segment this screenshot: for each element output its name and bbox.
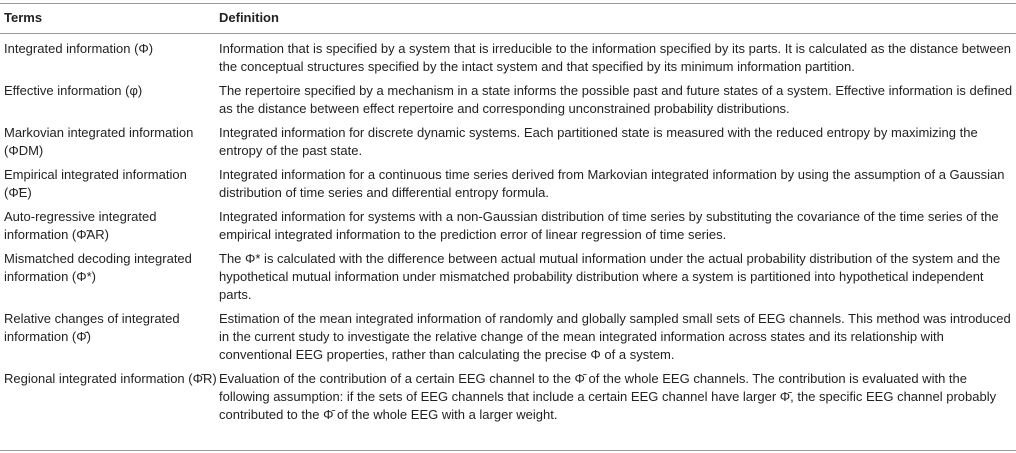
term-cell: Markovian integrated information (ΦDM) [4, 125, 194, 158]
term-cell: Auto-regressive integrated information (Φ̃AR) [4, 209, 157, 242]
definition-cell: Estimation of the mean integrated information of randomly and globally sampled small sets of EEG channels. This method was introduced in the current study to investigate the relative change of the mean integrated information across states and its relationship with conventional EEG properties, rather than calculating the precise Φ of a system. [219, 311, 1011, 362]
header-definition: Definition [219, 10, 279, 25]
table-row [0, 250, 1016, 304]
definition-cell: The Φ* is calculated with the difference between actual mutual information under the actual probability distribution of the system and the hypothetical mutual information under mismatched probability distribution where a system is partitioned into hypothetical independent parts. [219, 251, 1001, 302]
table-row [0, 208, 1016, 244]
table-row [0, 166, 1016, 202]
term-cell: Regional integrated information (Φ̄R) [4, 371, 217, 386]
term-cell: Mismatched decoding integrated information (Φ*) [4, 251, 192, 284]
table-row [0, 82, 1016, 118]
table-top-rule [0, 3, 1016, 4]
table-header-row [0, 9, 1016, 29]
definition-cell: Evaluation of the contribution of a certain EEG channel to the Φ̄ of the whole EEG channels. The contribution is evaluated with the following assumption: if the sets of EEG channels that include a certain EEG channel have larger Φ̄, the specific EEG channel probably contributed to the Φ̄ of the whole EEG with a larger weight. [219, 371, 997, 422]
header-terms: Terms [4, 10, 43, 25]
definition-cell: Integrated information for systems with a non-Gaussian distribution of time series by substituting the covariance of the time series of the empirical integrated information to the prediction error of linear regression of time series. [219, 209, 999, 242]
term-cell: Effective information (φ) [4, 83, 143, 98]
term-cell: Empirical integrated information (Φ̃E) [4, 167, 187, 200]
table-bottom-rule [0, 450, 1016, 451]
term-cell: Integrated information (Φ) [4, 41, 154, 56]
table-body [0, 40, 1016, 430]
table-row [0, 124, 1016, 160]
definition-cell: The repertoire specified by a mechanism in a state informs the possible past and future states of a system. Effective information is defined as the distance between effect repertoire and corresponding unconstrained probability distributions. [219, 83, 1013, 116]
definition-cell: Integrated information for discrete dynamic systems. Each partitioned state is measured with the reduced entropy by maximizing the entropy of the past state. [219, 125, 978, 158]
definition-cell: Integrated information for a continuous time series derived from Markovian integrated information by using the assumption of a Gaussian distribution of time series and differential entropy formula. [219, 167, 1005, 200]
table-header-rule [0, 33, 1016, 34]
definition-cell: Information that is specified by a system that is irreducible to the information specified by its parts. It is calculated as the distance between the conceptual structures specified by the intact system and that specified by its minimum information partition. [219, 41, 1011, 74]
table-row [0, 370, 1016, 424]
term-cell: Relative changes of integrated information (Φ̄) [4, 311, 180, 344]
table-row [0, 310, 1016, 364]
table-row [0, 40, 1016, 76]
